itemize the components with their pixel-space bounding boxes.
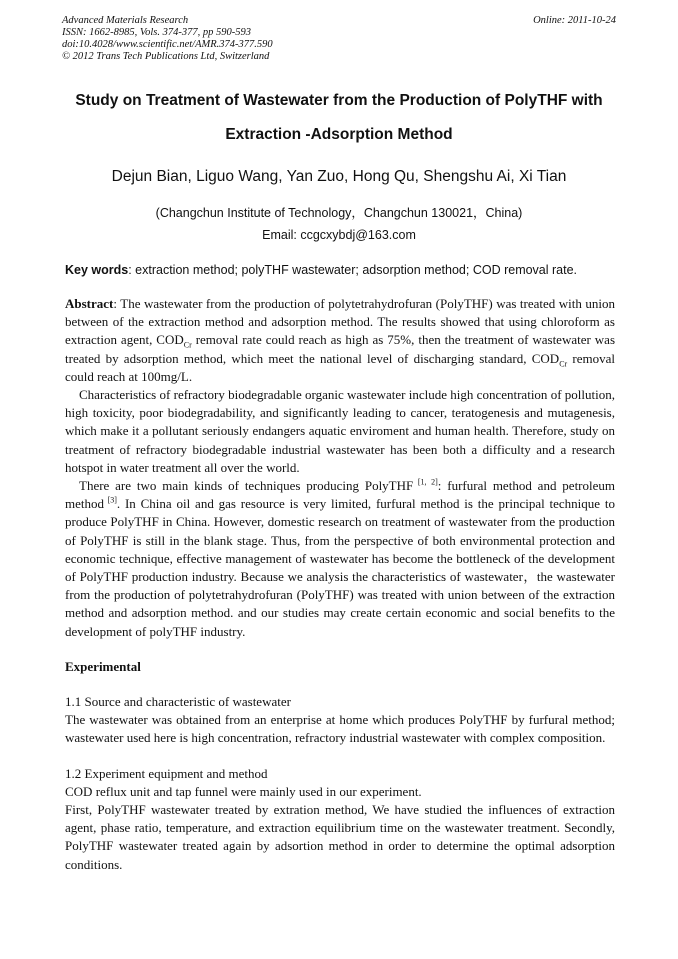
section-1-2-heading: 1.2 Experiment equipment and method — [65, 765, 268, 781]
journal-name: Advanced Materials Research — [62, 15, 189, 26]
keywords-text: : extraction method; polyTHF wastewater; adsorption method; COD removal rate. — [128, 263, 578, 277]
intro2-text-3: . In China oil and gas resource is very limited, furfural method is the principal technique to produce PolyTHF in China. However, domestic research on treatment of wastewater from the production of PolyTHF is still in the blank stage. Thus, from the perspective of both environmental protection and economic technique, effective management of wastewater has become the bottleneck of the development of PolyTHF production industry. Because we analysis the characteristics of wastewater，the wastewater from the production of polytetrahydrofuran (PolyTHF) was treated with union between of the extraction method and adsorption method. and our studies may create certain economic and social benefits to the development of polyTHF industry. — [65, 496, 615, 639]
online-date: Online: 2011-10-24 — [533, 15, 616, 26]
intro-paragraph-2 — [65, 477, 615, 641]
paper-title-line-2: Extraction -Adsorption Method — [225, 126, 453, 143]
abstract-label: Abstract — [65, 296, 114, 311]
article-body — [65, 295, 615, 874]
journal-metadata — [62, 15, 616, 63]
section-1-1-heading: 1.1 Source and characteristic of wastewater — [65, 694, 291, 710]
issn-line: ISSN: 1662-8985, Vols. 374-377, pp 590-593 — [62, 27, 251, 38]
section-1-2-text-1: COD reflux unit and tap funnel were mainly used in our experiment. — [65, 783, 422, 799]
abstract-paragraph — [65, 295, 615, 386]
paper-title-line-1: Study on Treatment of Wastewater from the Production of PolyTHF with — [75, 92, 603, 109]
section-1-2-text-2: First, PolyTHF wastewater treated by extration method, We have studied the influences of extraction agent, phase ratio, temperature, and extraction equilibrium time on the wastewater treatment. Secondly, PolyTHF wastewater treated again by adsortion method in order to determine the optimal adsorption conditions. — [65, 802, 615, 872]
experimental-heading: Experimental — [65, 658, 141, 674]
doi-line: doi:10.4028/www.scientific.net/AMR.374-377.590 — [62, 39, 273, 50]
abstract-text-2: removal rate could reach as high as 75%, then the treatment of wastewater was treated by adsorption method, which meet the national level of discharging standard, COD — [65, 332, 615, 366]
keywords — [65, 263, 617, 277]
abstract-text-3: removal could reach at 100mg/L. — [65, 350, 616, 384]
affiliation: (Changchun Institute of Technology，Changchun 130021，China) — [155, 206, 523, 220]
abstract-subscript-1: Cr — [183, 341, 192, 350]
intro2-text-1: There are two main kinds of techniques producing PolyTHF — [79, 478, 414, 494]
citation-3: [3] — [104, 495, 117, 505]
author-list: Dejun Bian, Liguo Wang, Yan Zuo, Hong Qu, Shengshu Ai, Xi Tian — [111, 168, 567, 185]
intro-paragraph-1: Characteristics of refractory biodegradable organic wastewater include high concentration of pollution, high toxicity, poor biodegradability, and significantly leading to cancer, teratogenesis and mutagenesis, which make it a pollutant seriously endangers aquatic enviroment and human health. Therefore, study on treatment of refractory biodegradable industrial wastewater has been both a difficulty and a research hotspot in water treatment all over the world. — [65, 387, 615, 475]
abstract-text-1: : The wastewater from the production of polytetrahydrofuran (PolyTHF) was treated with union between of the extraction method and adsorption method. The results showed that using chloroform as extraction agent, COD — [65, 296, 615, 348]
intro2-text-2: : furfural method and petroleum method — [65, 478, 616, 512]
copyright-line: © 2012 Trans Tech Publications Ltd, Switzerland — [62, 51, 270, 62]
abstract-subscript-2: Cr — [559, 359, 568, 369]
keywords-label: Key words — [65, 263, 129, 277]
email: Email: ccgcxybdj@163.com — [262, 228, 416, 242]
citation-1-2: [1, 2] — [413, 477, 438, 487]
section-1-1-text: The wastewater was obtained from an enterprise at home which produces PolyTHF by furfural method; wastewater used here is high concentration, refractory industrial wastewater with complex composition. — [65, 712, 615, 746]
